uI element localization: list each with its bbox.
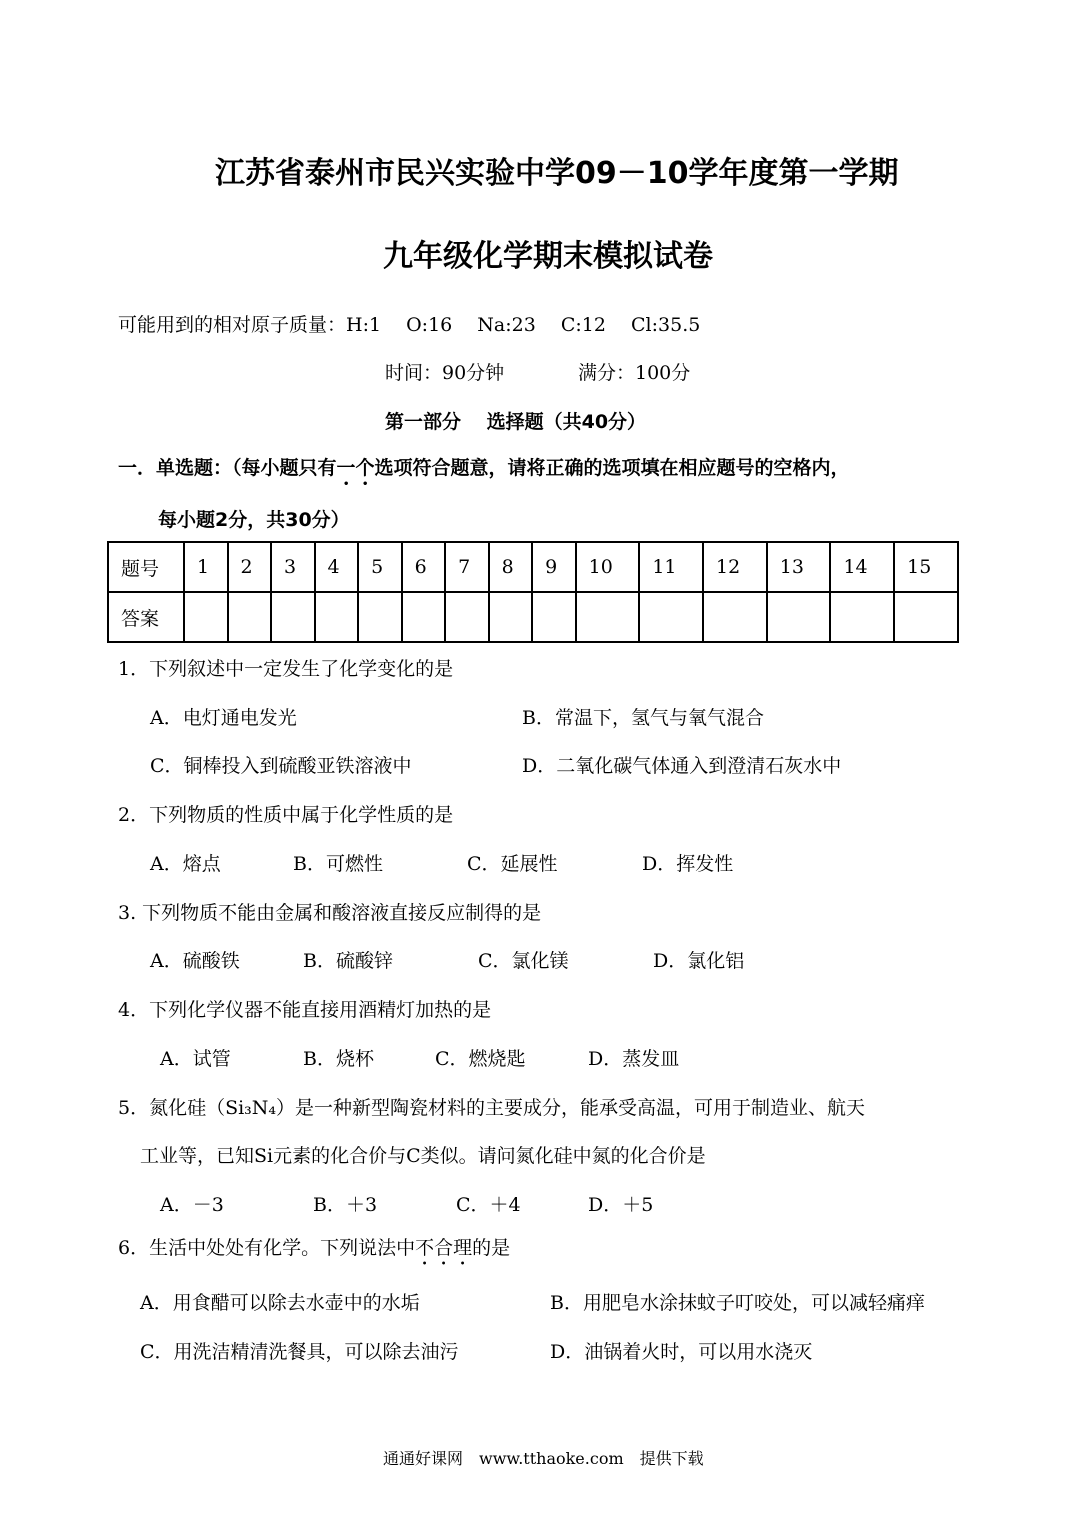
answer-cell[interactable] [894,592,958,642]
question-1-stem: 1．下列叙述中一定发生了化学变化的是 [118,658,454,680]
exam-score: 满分：100分 [578,362,691,384]
table-cell-number: 13 [767,542,831,592]
question-4-option-a: A．试管 [160,1048,231,1070]
section-rest: 选项符合题意，请将正确的选项填在相应题号的空格内， [374,457,850,479]
question-2-option-a: A．熔点 [150,853,221,875]
question-6-option-d: D．油锅着火时，可以用水浇灭 [550,1341,813,1363]
question-1-option-a: A．电灯通电发光 [150,707,297,729]
page-footer: 通通好课网 www.tthaoke.com 提供下载 [383,1449,704,1468]
section-label: 一．单选题：（每小题只有 [118,457,337,479]
question-5-option-a: A．－3 [160,1194,224,1216]
question-5-option-d: D．＋5 [588,1194,654,1216]
question-1-option-c: C．铜棒投入到硫酸亚铁溶液中 [150,755,412,777]
answer-cell[interactable] [445,592,489,642]
question-2-option-c: C．延展性 [467,853,558,875]
answer-cell[interactable] [184,592,228,642]
section-instructions [118,453,850,490]
answer-cell[interactable] [489,592,533,642]
question-6-option-c: C．用洗洁精清洗餐具，可以除去油污 [140,1341,459,1363]
question-6-option-b: B．用肥皂水涂抹蚊子叮咬处，可以减轻痛痒 [550,1292,925,1314]
table-cell-number: 8 [489,542,533,592]
answer-cell[interactable] [402,592,446,642]
answer-cell[interactable] [767,592,831,642]
question-6-stem [118,1233,510,1270]
answer-cell[interactable] [703,592,767,642]
answer-table [107,541,959,643]
table-cell-number: 9 [532,542,576,592]
answer-cell[interactable] [358,592,402,642]
question-6-stem-emphasis: 不合理 [415,1237,473,1259]
table-cell-number: 14 [830,542,894,592]
answer-cell[interactable] [228,592,272,642]
section-instructions-line2: 每小题2分，共30分） [158,509,350,531]
table-cell-number: 15 [894,542,958,592]
question-4-option-c: C．燃烧匙 [435,1048,526,1070]
table-cell-number: 11 [639,542,703,592]
doc-title-line1: 江苏省泰州市民兴实验中学09－10学年度第一学期 [215,156,899,191]
question-2-option-d: D．挥发性 [642,853,734,875]
part1-title: 第一部分 选择题（共40分） [385,411,647,433]
table-row-numbers [108,542,958,592]
question-4-option-b: B．烧杯 [303,1048,374,1070]
doc-title-line2: 九年级化学期末模拟试卷 [383,239,713,274]
answer-cell[interactable] [639,592,703,642]
table-row-answers [108,592,958,642]
question-6-option-a: A．用食醋可以除去水壶中的水垢 [140,1292,420,1314]
table-cell-number: 12 [703,542,767,592]
question-5-option-c: C．＋4 [456,1194,521,1216]
answer-cell[interactable] [315,592,359,642]
table-cell-number: 5 [358,542,402,592]
table-cell-number: 10 [576,542,640,592]
question-5-stem-line2: 工业等，已知Si元素的化合价与C类似。请问氮化硅中氮的化合价是 [140,1145,706,1167]
table-cell-number: 4 [315,542,359,592]
table-cell-number: 2 [228,542,272,592]
question-1-option-b: B．常温下，氢气与氧气混合 [522,707,764,729]
question-3-option-b: B．硫酸锌 [303,950,393,972]
table-cell-number: 7 [445,542,489,592]
question-3-option-c: C．氯化镁 [478,950,569,972]
question-1-option-d: D．二氧化碳气体通入到澄清石灰水中 [522,755,842,777]
question-4-stem: 4．下列化学仪器不能直接用酒精灯加热的是 [118,999,492,1021]
question-5-stem: 5．氮化硅（Si₃N₄）是一种新型陶瓷材料的主要成分，能承受高温，可用于制造业、航天 [118,1097,866,1119]
question-3-option-d: D．氯化铝 [653,950,745,972]
question-6-stem-post: 的是 [472,1237,511,1259]
atomic-masses: 可能用到的相对原子质量：H:1 O:16 Na:23 C:12 Cl:35.5 [118,314,701,336]
question-4-option-d: D．蒸发皿 [588,1048,680,1070]
table-header-number: 题号 [108,542,184,592]
table-cell-number: 3 [271,542,315,592]
answer-cell[interactable] [532,592,576,642]
question-2-stem: 2．下列物质的性质中属于化学性质的是 [118,804,454,826]
answer-cell[interactable] [271,592,315,642]
question-6-stem-pre: 6．生活中处处有化学。下列说法中 [118,1237,416,1259]
answer-cell[interactable] [576,592,640,642]
answer-cell[interactable] [830,592,894,642]
table-header-answer: 答案 [108,592,184,642]
question-3-option-a: A．硫酸铁 [150,950,240,972]
table-cell-number: 6 [402,542,446,592]
question-3-stem: 3. 下列物质不能由金属和酸溶液直接反应制得的是 [118,902,542,924]
question-5-option-b: B．＋3 [313,1194,378,1216]
question-2-option-b: B．可燃性 [293,853,383,875]
section-emphasis: 一个 [336,457,375,479]
exam-time: 时间：90分钟 [385,362,505,384]
table-cell-number: 1 [184,542,228,592]
